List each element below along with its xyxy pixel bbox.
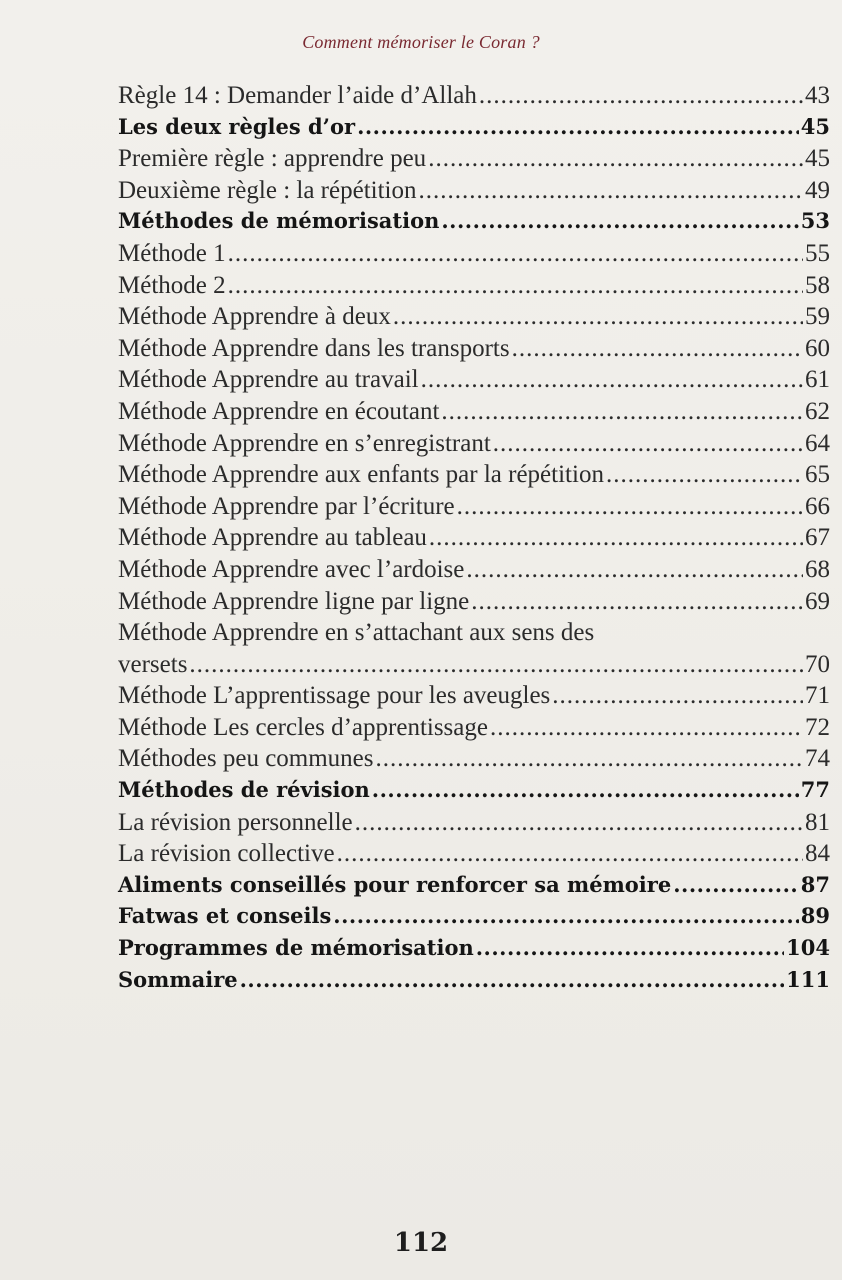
toc-entry-page-number: 59 [805,303,830,331]
toc-entry-page-number: 45 [800,113,830,139]
toc-entry [118,303,830,335]
toc-entry-page-number: 81 [805,808,830,836]
dot-leader [428,145,803,173]
toc-entry-page-number: 49 [805,176,830,204]
toc-entry [118,398,830,430]
toc-entry-page-number: 89 [800,903,830,929]
toc-entry-label: Méthode 2 [118,271,226,299]
toc-entry-label: Méthode Apprendre en s’enregistrant [118,429,491,457]
toc-entry-label: Méthodes de révision [118,777,370,803]
toc-entry [118,619,830,651]
toc-entry-page-number: 45 [805,145,830,173]
toc-entry [118,651,830,683]
toc-entry [118,682,830,714]
toc-entry-label: Méthode Apprendre au tableau [118,524,427,552]
page-number: 112 [393,1228,449,1258]
toc-entry-page-number: 67 [805,524,830,552]
toc-entry-page-number: 70 [805,650,830,678]
toc-entry-page-number: 60 [805,334,830,362]
toc-entry-page-number: 55 [805,239,830,267]
toc-entry-page-number: 61 [805,366,830,394]
dot-leader [228,272,803,300]
toc-entry-page-number: 66 [805,492,830,520]
toc-entry [118,145,830,177]
toc-entry-page-number: 43 [805,82,830,109]
toc-entry-page-number: 84 [805,840,830,868]
toc-entry [118,967,830,999]
toc-entry-label: Méthode L’apprentissage pour les aveugles [118,682,551,710]
toc-entry-label: Fatwas et conseils [118,903,332,929]
dot-leader [512,335,803,363]
dot-leader [441,398,803,426]
toc-entry [118,366,830,398]
dot-leader [606,461,803,489]
toc-entry-label: Méthode Apprendre à deux [118,303,391,331]
toc-entry [118,240,830,272]
toc-entry-label: Méthode Apprendre par l’écriture [118,492,455,520]
toc-entry-label: Programmes de mémorisation [118,935,474,961]
dot-leader [466,556,803,584]
toc-entry-label: Deuxième règle : la répétition [118,176,417,204]
toc-entry-page-number: 111 [786,966,830,992]
toc-entry-page-number: 68 [805,555,830,583]
dot-leader [393,303,803,331]
dot-leader [376,745,803,773]
toc-entry-label: Méthode Apprendre en écoutant [118,397,440,425]
dot-leader [457,493,803,521]
toc-entry-page-number: 87 [800,871,830,897]
dot-leader [419,177,804,205]
toc-entry [118,935,830,967]
toc-entry-label: Méthode Apprendre en s’attachant aux sens des [118,619,595,647]
toc-entry-label: Sommaire [118,966,238,992]
dot-leader [337,840,803,868]
dot-leader [552,682,803,710]
toc-entry [118,809,830,841]
toc-entry-label: Méthode Les cercles d’apprentissage [118,713,488,741]
toc-entry-label: La révision collective [118,840,335,868]
toc-entry-page-number: 71 [805,682,830,710]
toc-entry-label: Méthode Apprendre aux enfants par la répétition [118,461,604,489]
toc-entry [118,556,830,588]
dot-leader [429,524,803,552]
toc-entry [118,745,830,777]
toc-entry-page-number: 69 [805,587,830,615]
dot-leader [372,777,799,802]
toc-entry [118,82,830,114]
toc-entry-label: Méthode Apprendre avec l’ardoise [118,555,465,583]
toc-entry-label: Méthode Apprendre dans les transports [118,334,510,362]
dot-leader [228,240,803,268]
toc-entry [118,777,830,809]
dot-leader [357,114,799,139]
toc-entry-label: Méthodes peu communes [118,745,374,773]
toc-entry-page-number: 72 [805,713,830,741]
toc-entry-label: Méthodes de mémorisation [118,208,440,234]
dot-leader [490,714,803,742]
toc-entry-page-number: 65 [805,461,830,489]
dot-leader [673,872,799,897]
toc-entry-page-number: 58 [805,271,830,299]
toc-entry [118,335,830,367]
toc-entry [118,840,830,872]
toc-entry-label: Méthode Apprendre au travail [118,366,419,394]
dot-leader [355,809,803,837]
toc-entry [118,524,830,556]
toc-entry-label: Les deux règles d’or [118,113,356,139]
toc-entry [118,208,830,240]
toc-entry-label: Méthode 1 [118,239,226,267]
dot-leader [333,903,798,928]
toc-entry [118,272,830,304]
toc-entry-label: Règle 14 : Demander l’aide d’Allah [118,82,477,109]
dot-leader [240,967,785,992]
dot-leader [471,588,803,616]
toc-entry-page-number: 74 [805,745,830,773]
toc-entry [118,114,830,146]
toc-entry-page-number: 53 [800,208,830,234]
toc-entry-label: Méthode Apprendre ligne par ligne [118,587,470,615]
toc-entry-page-number: 64 [805,429,830,457]
running-header: Comment mémoriser le Coran ? [302,32,540,52]
toc-entry [118,461,830,493]
toc-entry [118,177,830,209]
dot-leader [441,208,798,233]
toc-entry-label: Aliments conseillés pour renforcer sa mémoire [118,871,672,897]
dot-leader [421,366,803,394]
dot-leader [189,651,803,679]
toc-entry-page-number: 77 [800,777,830,803]
dot-leader [493,430,803,458]
toc-entry [118,872,830,904]
dot-leader [479,82,803,110]
toc-entry-page-number: 62 [805,397,830,425]
dot-leader [476,935,784,960]
toc-entry-label: versets [118,650,188,678]
toc-entry [118,430,830,462]
toc-entry [118,588,830,620]
toc-entry-page-number: 104 [786,935,830,961]
toc-entry [118,903,830,935]
toc-entry-label: Première règle : apprendre peu [118,145,427,173]
toc-entry [118,493,830,525]
toc-entry [118,714,830,746]
toc-entry-label: La révision personnelle [118,808,353,836]
table-of-contents [118,82,830,998]
